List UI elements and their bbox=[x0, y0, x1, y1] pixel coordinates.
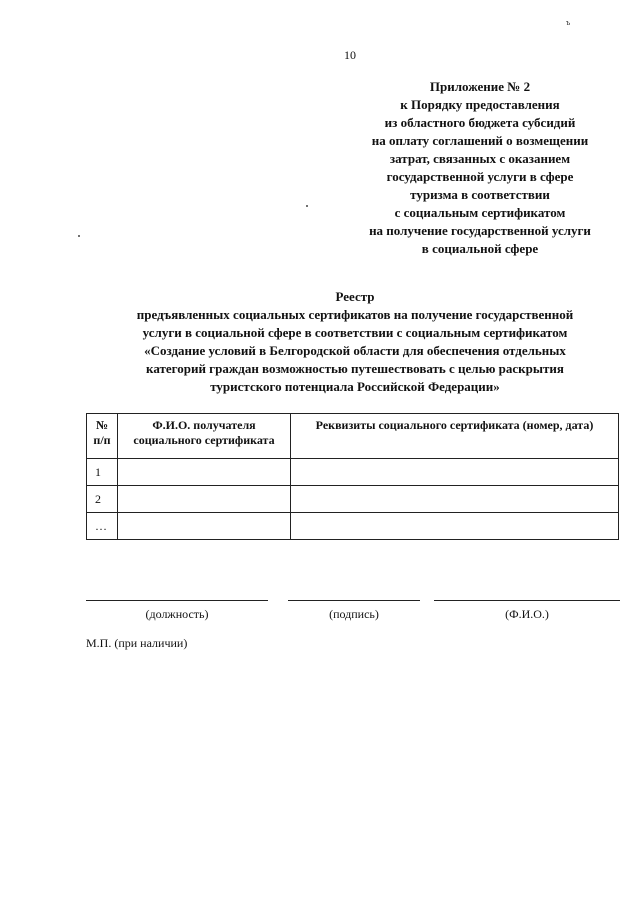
registry-subtitle-line: туристского потенциала Российской Федерации» bbox=[210, 379, 500, 394]
name-caption: (Ф.И.О.) bbox=[505, 607, 549, 621]
registry-subtitle-line: предъявленных социальных сертификатов на получение государственной bbox=[136, 307, 574, 322]
corner-mark: ъ bbox=[566, 18, 571, 27]
registry-title: Реестр bbox=[335, 289, 375, 304]
appendix-line: из областного бюджета субсидий bbox=[384, 115, 576, 130]
appendix-line: к Порядку предоставления bbox=[400, 97, 560, 112]
seal-note: М.П. (при наличии) bbox=[86, 636, 188, 650]
header-recipient-line1: Ф.И.О. получателя bbox=[152, 418, 256, 432]
recipient-name-cell bbox=[118, 486, 291, 513]
page-number: 10 bbox=[344, 48, 356, 62]
appendix-line: туризма в соответствии bbox=[410, 187, 550, 202]
appendix-line: с социальным сертификатом bbox=[394, 205, 566, 220]
header-number bbox=[87, 414, 118, 459]
table-row bbox=[87, 459, 619, 486]
header-recipient-name bbox=[118, 414, 291, 459]
certificate-details-cell bbox=[291, 513, 619, 540]
signature-caption: (подпись) bbox=[329, 607, 379, 621]
position-signature-line bbox=[86, 600, 268, 601]
header-recipient-line2: социального сертификата bbox=[133, 433, 275, 447]
scan-speck bbox=[78, 235, 80, 237]
header-number-line2: п/п bbox=[93, 433, 111, 447]
table-row bbox=[87, 486, 619, 513]
row-number-cell: … bbox=[87, 513, 118, 540]
name-signature-line bbox=[434, 600, 620, 601]
registry-subtitle-line: услуги в социальной сфере в соответствии с социальным сертификатом bbox=[142, 325, 568, 340]
appendix-line: на оплату соглашений о возмещении bbox=[371, 133, 589, 148]
recipient-name-cell bbox=[118, 459, 291, 486]
position-caption: (должность) bbox=[145, 607, 209, 621]
appendix-line: в социальной сфере bbox=[421, 241, 539, 256]
appendix-line: государственной услуги в сфере bbox=[386, 169, 574, 184]
registry-table bbox=[86, 413, 619, 540]
header-number-line1: № bbox=[95, 418, 109, 432]
appendix-line: Приложение № 2 bbox=[429, 79, 531, 94]
registry-subtitle-line: «Создание условий в Белгородской области для обеспечения отдельных bbox=[144, 343, 566, 358]
signature-line bbox=[288, 600, 420, 601]
appendix-header bbox=[330, 78, 630, 258]
table-header-row bbox=[87, 414, 619, 459]
header-certificate-line1: Реквизиты социального сертификата (номер, дата) bbox=[315, 418, 594, 432]
appendix-line: на получение государственной услуги bbox=[369, 223, 591, 238]
row-number-cell: 2 bbox=[87, 486, 118, 513]
certificate-details-cell bbox=[291, 486, 619, 513]
appendix-line: затрат, связанных с оказанием bbox=[389, 151, 571, 166]
registry-title-block bbox=[60, 288, 640, 396]
table-row bbox=[87, 513, 619, 540]
registry-subtitle-line: категорий граждан возможностью путешествовать с целью раскрытия bbox=[146, 361, 564, 376]
recipient-name-cell bbox=[118, 513, 291, 540]
scan-speck bbox=[306, 205, 308, 207]
row-number-cell: 1 bbox=[87, 459, 118, 486]
certificate-details-cell bbox=[291, 459, 619, 486]
header-certificate-details bbox=[291, 414, 619, 459]
